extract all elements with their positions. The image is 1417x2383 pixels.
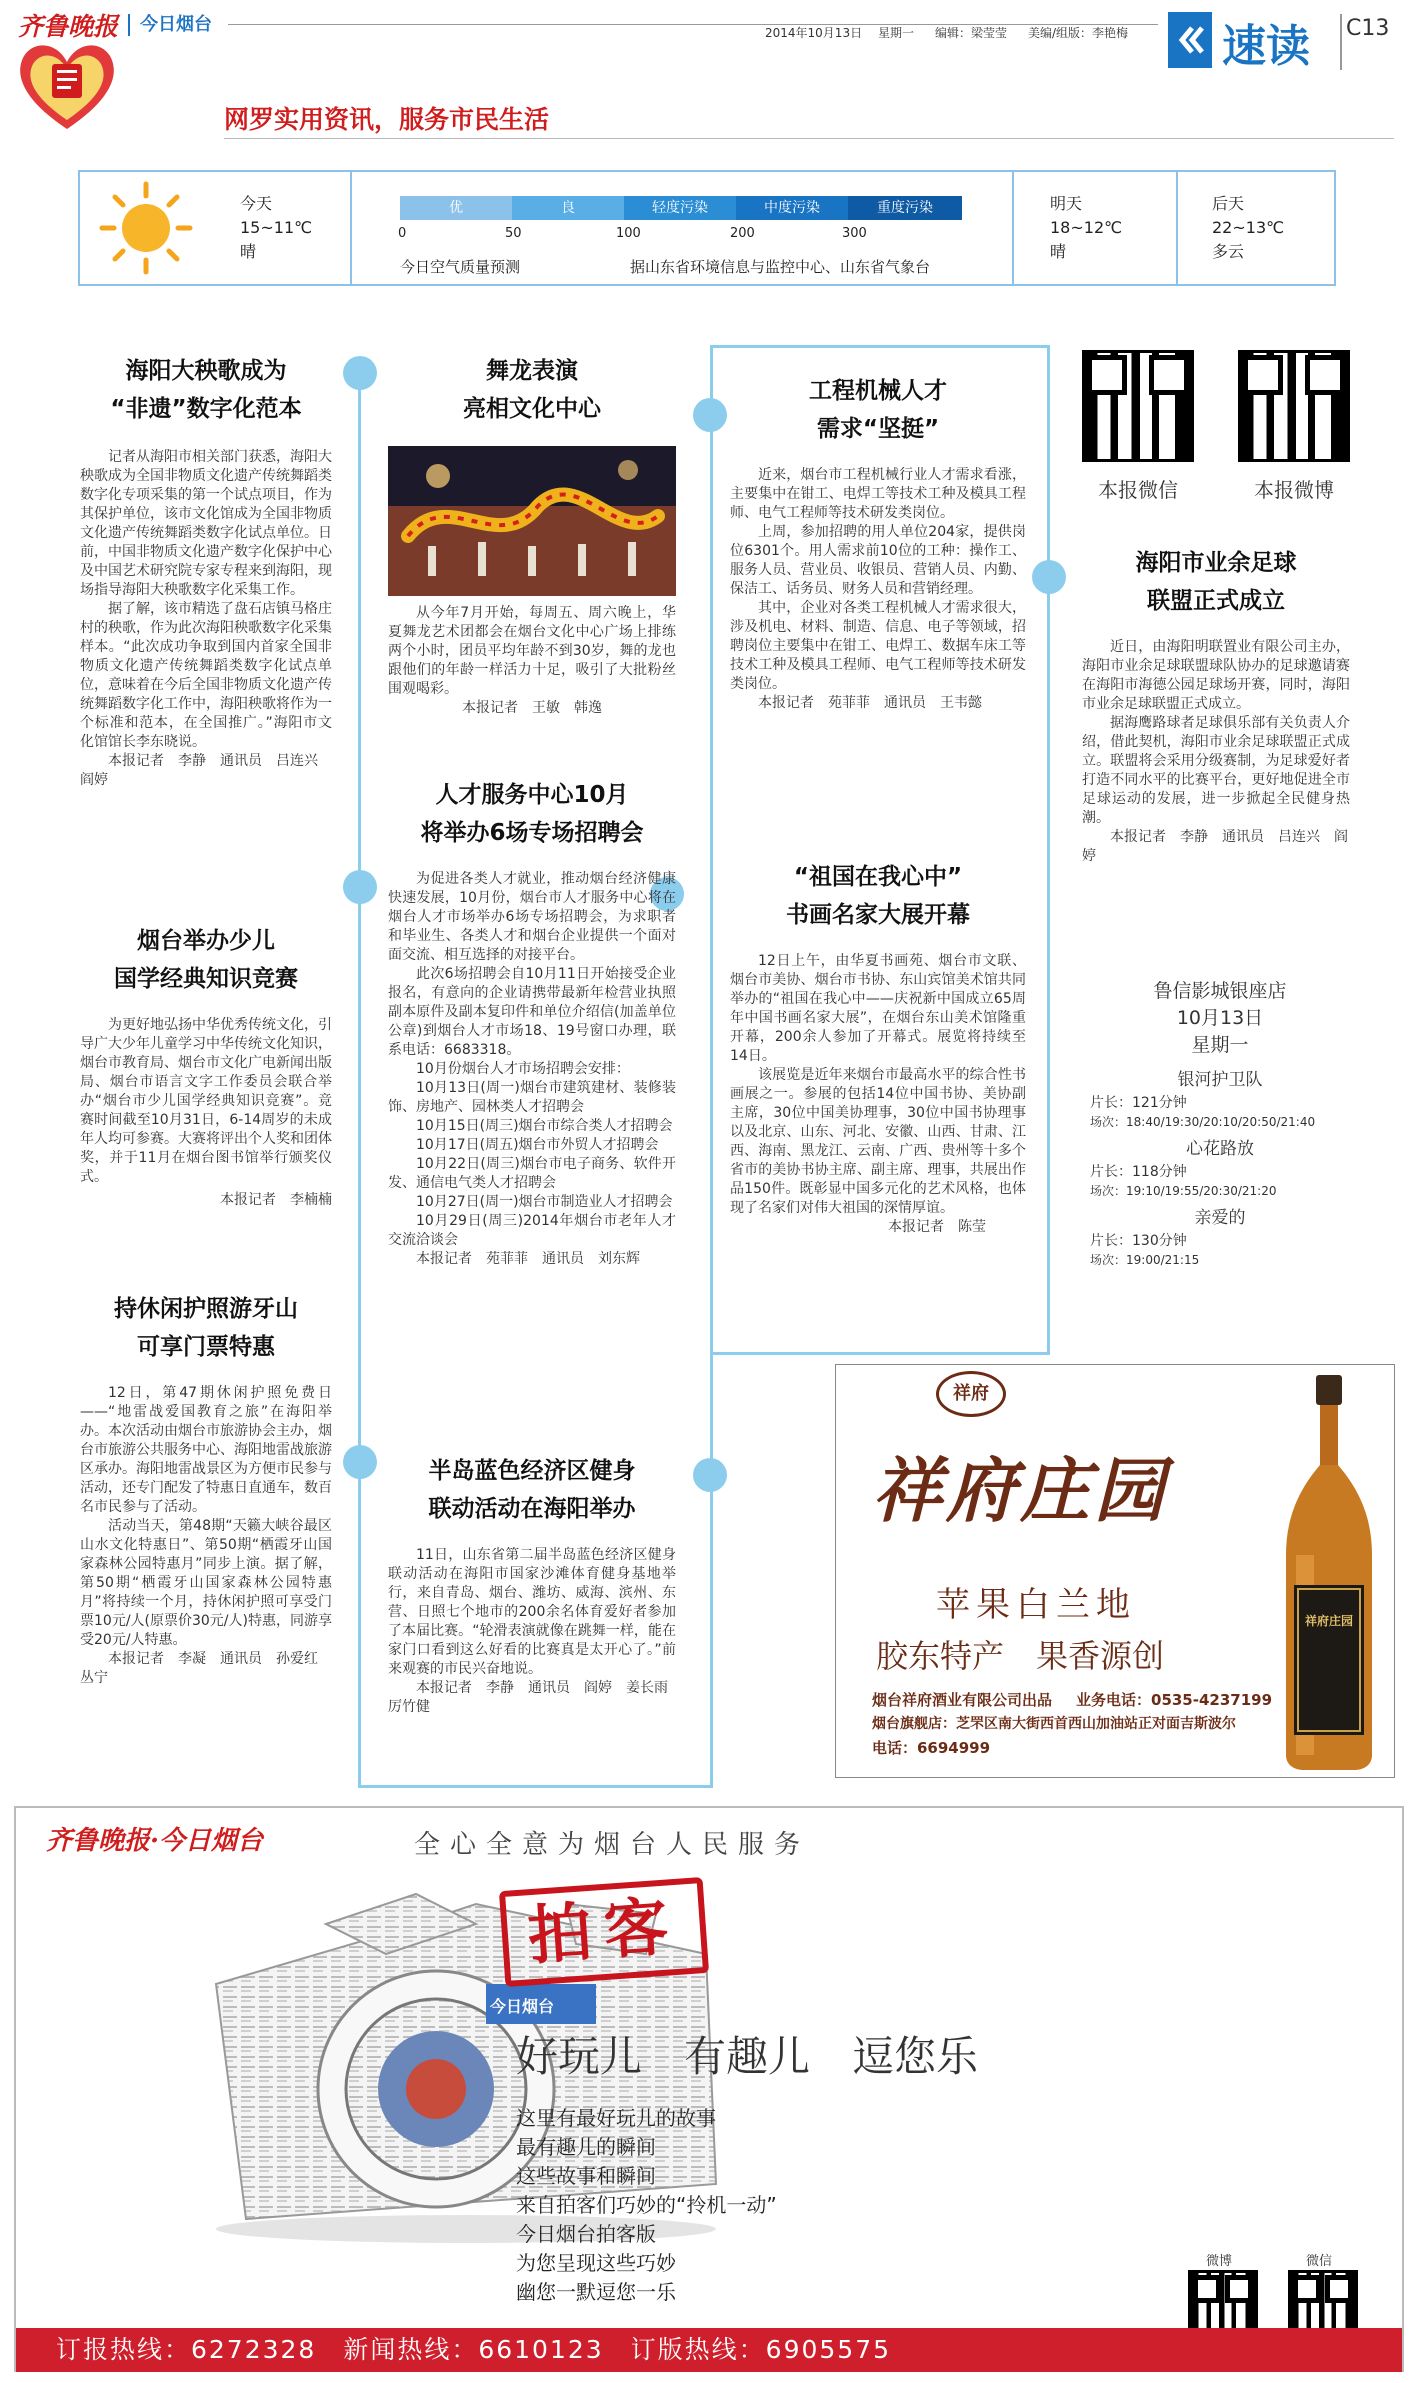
- hotline-text: 订报热线：6272328 新闻热线：6610123 订版热线：6905575: [56, 2335, 892, 2364]
- aqi-tick-50: 50: [505, 226, 522, 241]
- today-temp: 15~11℃: [240, 218, 313, 237]
- headline: “非遗”数字化范本: [110, 396, 302, 422]
- today-condition: 晴: [240, 242, 257, 261]
- film-length: 片长：121分钟: [1090, 1095, 1187, 1111]
- paragraph: 为促进各类人才就业，推动烟台经济健康快速发展，10月份，烟台市人才服务中心将在烟台人才市场举办6场专场招聘会，为求职者和毕业生、各类人才和烟台企业提供一个面对面交流、相互选择的对接平台。: [388, 871, 676, 963]
- tomorrow-condition: 晴: [1050, 242, 1067, 261]
- headline: 联盟正式成立: [1147, 588, 1285, 614]
- film-times: 场次：19:00/21:15: [1090, 1253, 1200, 1267]
- qr-code-weibo: [1238, 350, 1350, 462]
- aqi-tick-0: 0: [398, 226, 407, 241]
- bottle-label: 祥府庄园: [1304, 1614, 1353, 1628]
- bullet-dot: [693, 1458, 727, 1492]
- ad-company: 烟台祥府酒业有限公司出品: [872, 1691, 1053, 1709]
- promo-line: 最有趣儿的瞬间: [516, 2135, 656, 2159]
- paragraph: 12日上午，由华夏书画苑、烟台市文联、烟台市美协、烟台市书协、东山宾馆美术馆共同举办的“祖国在我心中——庆祝新中国成立65周年中国书画名家大展”，在烟台东山美术馆隆重开幕，200余人参加了开幕式。展览将持续至14日。: [730, 953, 1026, 1064]
- promo-logo: 齐鲁晚报·今日烟台: [46, 1826, 264, 1856]
- paragraph: 据海鹰路球者足球俱乐部有关负责人介绍，借此契机，海阳市业余足球联盟正式成立。联盟将会采用分级赛制，为足球爱好者打造不同水平的比赛平台，更好地促进全市足球运动的发展，进一步掀起全民健身热潮。: [1082, 715, 1350, 826]
- article-recruit: [388, 776, 676, 1269]
- paragraph: 记者从海阳市相关部门获悉，海阳大秧歌成为全国非物质文化遗产传统舞蹈类数字化专项采集的第一个试点项目，作为其保护单位，该市文化馆成为全国非物质文化遗产传统舞蹈类数字化试点单位。日前，中国非物质文化遗产数字化保护中心及中国艺术研究院专家专程来到海阳，现场指导海阳大秧歌数字化采集工作。: [80, 449, 332, 598]
- weather-divider: [350, 172, 352, 284]
- headline: 国学经典知识竞赛: [114, 966, 298, 992]
- logo-divider: [128, 14, 130, 36]
- byline: 本报记者 李静 通讯员 阎婷 姜长雨 厉竹健: [388, 1680, 682, 1715]
- headline: 海阳市业余足球: [1135, 550, 1297, 576]
- after-temp: 22~13℃: [1212, 218, 1285, 237]
- headline: 人才服务中心10月: [435, 782, 629, 808]
- paragraph: 12日，第47期休闲护照免费日——“地雷战爱国教育之旅”在海阳举办。本次活动由烟台市旅游协会主办，烟台市旅游公共服务中心、海阳地雷战旅游区承办。海阳地雷战景区为方便市民参与活动，还专门配发了特惠日直通车，数百名市民参与了活动。: [80, 1385, 332, 1515]
- promo-weixin-label: 微信: [1306, 2254, 1333, 2269]
- headline: 工程机械人才: [809, 378, 947, 404]
- paragraph: 近日，由海阳明联置业有限公司主办，海阳市业余足球联盟球队协办的足球邀请赛在海阳市海德公园足球场开赛，同时，海阳市业余足球联盟正式成立。: [1082, 639, 1350, 712]
- film-times: 场次：19:10/19:55/20:30/21:20: [1090, 1184, 1277, 1198]
- byline: 本报记者 陈莹: [888, 1219, 986, 1235]
- dragon-dance-photo: [388, 446, 676, 596]
- paragraph: 从今年7月开始，每周五、周六晚上，华夏舞龙艺术团都会在烟台文化中心广场上排练两个小时，团员平均年龄不到30岁，舞的龙也跟他们的年龄一样活力十足，吸引了大批粉丝围观喝彩。: [388, 605, 676, 697]
- column-rule: [710, 345, 713, 1788]
- headline: 联动活动在海阳举办: [428, 1496, 636, 1522]
- promo-line: 这里有最好玩儿的故事: [516, 2106, 716, 2130]
- list-item: 10月13日(周一)烟台市建筑建材、装修装饰、房地产、园林类人才招聘会: [388, 1080, 676, 1115]
- promo-line: 今日烟台拍客版: [516, 2222, 656, 2246]
- aqi-forecast-label: 今日空气质量预测: [400, 258, 521, 276]
- article-guoxue: [80, 922, 332, 1210]
- film-entry: [1090, 1067, 1350, 1132]
- masthead: [0, 0, 1417, 140]
- promo-line: 这些故事和瞬间: [516, 2164, 656, 2188]
- article-dragon: [388, 352, 676, 718]
- headline: 半岛蓝色经济区健身: [428, 1458, 636, 1484]
- article-machinery: [730, 372, 1026, 713]
- ad-product: 苹果白兰地: [936, 1585, 1136, 1625]
- page-number: C13: [1346, 16, 1390, 41]
- film-entry: [1090, 1205, 1350, 1270]
- brandy-bottle-image: [1274, 1375, 1384, 1770]
- today-label: 今天: [240, 194, 273, 213]
- bullet-dot: [343, 1445, 377, 1479]
- ad-tagline: 胶东特产 果香源创: [876, 1637, 1165, 1675]
- qr-label-weibo: 本报微博: [1254, 478, 1334, 502]
- list-item: 10月17日(周五)烟台市外贸人才招聘会: [416, 1137, 659, 1153]
- paragraph: 该展览是近年来烟台市最高水平的综合性书画展之一。参展的包括14位中国书协、美协副主席，30位中国美协理事，30位中国书协理事以及北京、山东、河北、安徽、山西、甘肃、江西、海南、黑龙江、云南、广西、贵州等十多个省市的美协书协主席、副主席、理事，共展出作品150件。既彰显中国多元化的艺术风格，也体现了名家们对伟大祖国的深情厚谊。: [730, 1067, 1026, 1216]
- slogan-rule: [224, 138, 1394, 139]
- aqi-level-excellent: 优: [400, 196, 512, 220]
- aqi-level-light: 轻度污染: [624, 196, 736, 220]
- paragraph: 据了解，该市精选了盘石店镇马格庄村的秧歌，作为此次海阳秧歌数字化采集样本。“此次成功争取到国内首家全国非物质文化遗产传统舞蹈类数字化试点单位，意味着在今后全国非物质文化遗产传统舞蹈数字化工作中，海阳秧歌将作为一个标准和范本，在全国推广。”海阳市文化馆馆长李东晓说。: [80, 601, 332, 750]
- paragraph: 其中，企业对各类工程机械人才需求很大，涉及机电、材料、制造、信息、电子等领域，招聘岗位主要集中在钳工、电焊工、数据车床工等技术工种及模具工程师、电气工程师等技术研发类岗位。: [730, 600, 1026, 692]
- paragraph: 11日，山东省第二届半岛蓝色经济区健身联动活动在海阳市国家沙滩体育健身基地举行，来自青岛、烟台、潍坊、威海、滨州、东营、日照七个地市的200余名体育爱好者参加了本届比赛。“轮滑表演就像在跳舞一样，能在家门口看到这么好看的比赛真是太开心了。”前来观赛的市民兴奋地说。: [388, 1547, 676, 1677]
- bullet-dot: [343, 870, 377, 904]
- sun-icon: [98, 180, 194, 276]
- headline: 亮相文化中心: [463, 396, 601, 422]
- film-length: 片长：118分钟: [1090, 1164, 1187, 1180]
- headline: 需求“坚挺”: [816, 416, 940, 442]
- bullet-dot: [1032, 560, 1066, 594]
- cinema-weekday: 星期一: [1191, 1034, 1249, 1056]
- byline: 本报记者 李静 通讯员 吕连兴 阎婷: [80, 753, 332, 788]
- designer-credit: 美编/组版：李艳梅: [1028, 26, 1129, 40]
- promo-line: 为您呈现这些巧妙: [516, 2251, 676, 2275]
- ad-store-phone: 电话：6694999: [872, 1739, 991, 1757]
- byline: 本报记者 苑菲菲 通讯员 王韦懿: [758, 695, 982, 711]
- double-chevron-left-icon: [1168, 12, 1212, 68]
- brandy-ad: [835, 1364, 1395, 1778]
- film-title: 银河护卫队: [1177, 1070, 1263, 1090]
- bullet-dot: [343, 356, 377, 390]
- weather-divider: [1176, 172, 1178, 284]
- weather-box: [78, 170, 1336, 286]
- qr-label-weixin: 本报微信: [1098, 478, 1178, 502]
- slogan: 网罗实用资讯，服务市民生活: [224, 105, 550, 134]
- list-item: 10月22日(周三)烟台市电子商务、软件开发、通信电气类人才招聘会: [388, 1156, 676, 1191]
- weather-divider: [1012, 172, 1014, 284]
- film-title: 亲爱的: [1194, 1208, 1246, 1228]
- aqi-level-medium: 中度污染: [736, 196, 848, 220]
- headline: 舞龙表演: [486, 358, 578, 384]
- paragraph: 为更好地弘扬中华优秀传统文化，引导广大少年儿童学习中华传统文化知识，烟台市教育局、烟台市文化广电新闻出版局、烟台市语言文字工作委员会联合举办“烟台市少儿国学经典知识竞赛”。竞赛时间截至10月31日，6-14周岁的未成年人均可参赛。大赛将评出个人奖和团体奖，并于11月在烟台图书馆举行颁奖仪式。: [80, 1017, 332, 1185]
- article-football: [1082, 544, 1350, 866]
- ad-brand: 祥府庄园: [872, 1449, 1168, 1532]
- headline: 海阳大秧歌成为: [125, 358, 287, 384]
- column-badge: [1168, 12, 1212, 68]
- promo-headline: 好玩儿 有趣儿 逗您乐: [516, 2032, 979, 2081]
- issue-weekday: 星期一: [878, 26, 915, 40]
- film-entry: [1090, 1136, 1350, 1201]
- column-rule: [710, 1352, 1050, 1355]
- cinema-schedule: [1090, 978, 1350, 1270]
- list-title: 10月份烟台人才市场招聘会安排：: [416, 1061, 630, 1077]
- aqi-tick-100: 100: [616, 226, 641, 241]
- film-times: 场次：18:40/19:30/20:10/20:50/21:40: [1090, 1115, 1316, 1129]
- byline: 本报记者 李凝 通讯员 孙爱红 丛宁: [80, 1651, 332, 1686]
- headline: 可享门票特惠: [137, 1334, 275, 1360]
- promo-weibo-label: 微博: [1206, 2254, 1233, 2269]
- aqi-scale-bar: [400, 196, 962, 220]
- headline: “祖国在我心中”: [793, 864, 963, 890]
- aqi-source: 据山东省环境信息与监控中心、山东省气象台: [630, 258, 931, 276]
- list-item: 10月27日(周一)烟台市制造业人才招聘会: [416, 1194, 673, 1210]
- promo-motto: 全心全意为烟台人民服务: [414, 1830, 811, 1860]
- article-calligraphy: [730, 858, 1026, 1237]
- promo-stamp-text: 拍客: [525, 1889, 683, 1975]
- camera-label: 今日烟台: [490, 1997, 555, 2016]
- headline: 将举办6场专场招聘会: [420, 820, 644, 846]
- list-item: 10月15日(周三)烟台市综合类人才招聘会: [416, 1118, 673, 1134]
- promo-stamp: [499, 1877, 709, 1987]
- editor-credit: 编辑：梁莹莹: [935, 26, 1008, 40]
- ad-logo-badge: [936, 1371, 1006, 1417]
- promo-lines: [516, 2104, 777, 2307]
- paragraph: 此次6场招聘会自10月11日开始接受企业报名，有意向的企业请携带最新年检营业执照副本原件及副本复印件和单位介绍信(加盖单位公章)到烟台人才市场18、19号窗口办理，联系电话：6683318。: [388, 966, 676, 1058]
- column-rule: [1047, 345, 1050, 1355]
- paragraph: 近来，烟台市工程机械行业人才需求看涨，主要集中在钳工、电焊工等技术工种及模具工程师、电气工程师等技术研发类岗位。: [730, 467, 1026, 521]
- after-label: 后天: [1212, 194, 1245, 213]
- qr-code-weixin: [1082, 350, 1194, 462]
- film-title: 心花路放: [1186, 1139, 1254, 1159]
- aqi-tick-300: 300: [842, 226, 867, 241]
- issue-date: 2014年10月13日: [765, 26, 863, 40]
- column-rule: [358, 358, 361, 1788]
- cinema-date: 10月13日: [1176, 1007, 1264, 1029]
- tomorrow-label: 明天: [1050, 194, 1083, 213]
- section-name: 今日烟台: [140, 14, 212, 35]
- headline: 持休闲护照游牙山: [114, 1296, 298, 1322]
- aqi-tick-200: 200: [730, 226, 755, 241]
- aqi-level-good: 良: [512, 196, 624, 220]
- list-item: 10月29日(周三)2014年烟台市老年人才交流洽谈会: [388, 1213, 676, 1248]
- column-title: 速读: [1222, 21, 1310, 72]
- byline: 本报记者 王敏 韩逸: [462, 700, 602, 716]
- article-fitness: [388, 1452, 682, 1717]
- page-divider: [1340, 14, 1342, 70]
- tomorrow-temp: 18~12℃: [1050, 218, 1123, 237]
- newspaper-logo: 齐鲁晚报: [18, 12, 119, 41]
- promo-section: [14, 1806, 1404, 2372]
- byline: 本报记者 李楠楠: [220, 1192, 332, 1208]
- byline: 本报记者 苑菲菲 通讯员 刘东辉: [416, 1251, 640, 1267]
- ad-store: 烟台旗舰店：芝罘区南大街西首西山加油站正对面吉斯波尔: [872, 1716, 1236, 1732]
- ad-logo-text: 祥府: [953, 1383, 989, 1404]
- bullet-dot: [693, 398, 727, 432]
- promo-line: 幽您一默逗您一乐: [516, 2280, 676, 2304]
- paragraph: 活动当天，第48期“天籁大峡谷最区山水文化特惠日”、第50期“栖霞牙山国家森林公园特惠月”同步上演。据了解，第50期“栖霞牙山国家森林公园特惠月”将持续一个月，持休闲护照可享受门票10元/人(原票价30元/人)特惠，同游享受20元/人特惠。: [80, 1518, 332, 1648]
- headline: 烟台举办少儿: [137, 928, 275, 954]
- film-length: 片长：130分钟: [1090, 1233, 1187, 1249]
- article-yangge: [80, 352, 332, 790]
- promo-line: 来自拍客们巧妙的“拎机一动”: [516, 2193, 777, 2217]
- ad-phone: 业务电话：0535-4237199: [1076, 1691, 1273, 1709]
- byline: 本报记者 李静 通讯员 吕连兴 阎婷: [1082, 829, 1348, 864]
- aqi-level-heavy: 重度污染: [848, 196, 962, 220]
- heart-logo-icon: [12, 34, 122, 134]
- column-rule: [710, 345, 1050, 348]
- cinema-name: 鲁信影城银座店: [1153, 980, 1287, 1002]
- article-yashan: [80, 1290, 332, 1688]
- hotline-bar: [16, 2328, 1402, 2372]
- paragraph: 上周，参加招聘的用人单位204家，提供岗位6301个。用人需求前10位的工种：操作工、服务人员、营业员、收银员、营销人员、内勤、保洁工、话务员、财务人员和营销经理。: [730, 524, 1026, 597]
- after-condition: 多云: [1212, 242, 1245, 261]
- column-rule: [358, 1785, 713, 1788]
- headline: 书画名家大展开幕: [786, 902, 970, 928]
- top-rule: [228, 24, 1158, 25]
